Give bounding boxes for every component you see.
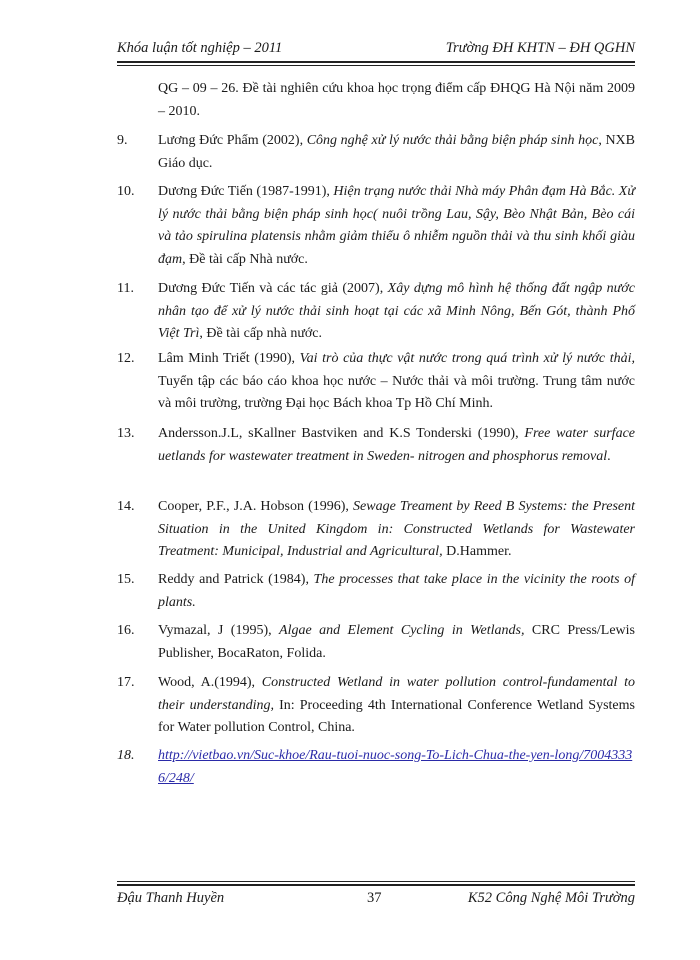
- reference-item-12: [117, 348, 635, 416]
- reference-number: 10.: [117, 184, 135, 199]
- reference-number: 17.: [117, 675, 135, 690]
- reference-title: The processes that take place in the vicinity the roots of plants.: [158, 572, 635, 610]
- reference-authors: Dương Đức Tiến và các tác giả (2007),: [158, 281, 388, 296]
- reference-item-11: [117, 278, 635, 346]
- reference-authors: Wood, A.(1994),: [158, 675, 262, 690]
- reference-publisher: Tuyển tập các báo cáo khoa học nước – Nước thải và môi trường. Trung tâm nước và môi trường, trường Đại học Bách khoa Tp Hồ Chí Minh.: [158, 373, 635, 411]
- page-number: 37: [367, 890, 382, 906]
- reference-publisher: , Đề tài cấp Nhà nước.: [182, 251, 308, 267]
- reference-authors: Andersson.J.L, sKallner Bastviken and K.S Tonderski (1990),: [158, 426, 525, 441]
- reference-authors: Reddy and Patrick (1984),: [158, 572, 314, 587]
- footer-class: K52 Công Nghệ Môi Trường: [467, 890, 635, 906]
- reference-authors: Lương Đức Phẩm (2002),: [158, 133, 307, 148]
- page-footer: [117, 890, 635, 910]
- reference-item-9: [117, 130, 635, 175]
- reference-title: Free water surface uetlands for wastewater treatment in Sweden- nitrogen and phosphorus removal: [158, 426, 636, 464]
- reference-item-13: [117, 423, 635, 468]
- reference-title: Algae and Element Cycling in Wetlands,: [279, 623, 525, 638]
- reference-number: 18.: [117, 748, 135, 763]
- reference-authors: Dương Đức Tiến (1987-1991),: [158, 184, 334, 199]
- reference-publisher: .: [607, 448, 611, 464]
- reference-publisher: , NXB Giáo dục.: [158, 133, 636, 171]
- reference-publisher: CRC Press/Lewis Publisher, BocaRaton, Folida.: [158, 623, 635, 661]
- header-thesis-title: Khóa luận tốt nghiệp – 2011: [117, 40, 283, 56]
- reference-title: Công nghệ xử lý nước thải bằng biện pháp sinh học: [306, 133, 599, 148]
- reference-item-18: [117, 745, 635, 790]
- footer-rule: [117, 881, 635, 886]
- reference-item-14: [117, 496, 635, 564]
- reference-title: Vai trò của thực vật nước trong quá trình xử lý nước thải,: [299, 351, 635, 366]
- reference-publisher: In: Proceeding 4th International Conference Wetland Systems for Water pollution Control, China.: [158, 697, 635, 735]
- reference-publisher: D.Hammer.: [442, 544, 512, 559]
- reference-link[interactable]: http://vietbao.vn/Suc-khoe/Rau-tuoi-nuoc-song-To-Lich-Chua-the-yen-long/70043336/248/: [158, 748, 633, 786]
- reference-number: 9.: [117, 133, 128, 148]
- reference-number: 16.: [117, 623, 135, 638]
- reference-item-15: [117, 569, 635, 614]
- reference-number: 15.: [117, 572, 135, 587]
- reference-text: QG – 09 – 26. Đề tài nghiên cứu khoa học trọng điểm cấp ĐHQG Hà Nội năm 2009 – 2010.: [158, 81, 635, 119]
- reference-item-16: [117, 620, 635, 665]
- page-header: [117, 40, 635, 60]
- reference-title: Sewage Treament by Reed B Systems: the Present Situation in the United Kingdom in: Constructed Wetlands for Wastewater Treatment: Municipal, Industrial and Agricultural,: [158, 499, 635, 559]
- reference-item-10: [117, 181, 635, 271]
- header-university: Trường ĐH KHTN – ĐH QGHN: [445, 40, 635, 56]
- reference-title: Hiện trạng nước thải Nhà máy Phân đạm Hà Bắc. Xử lý nước thải bằng biện pháp sinh học( nuôi trồng Lau, Sậy, Bèo Nhật Bản, Bèo cái và tảo spirulina platensis nhằm giảm thiểu ô nhiễm nguồn thải và thu sinh khối giàu đạm: [158, 184, 635, 267]
- reference-item-17: [117, 672, 635, 740]
- reference-number: 13.: [117, 426, 135, 441]
- footer-author: Đậu Thanh Huyền: [117, 890, 225, 906]
- reference-authors: Lâm Minh Triết (1990),: [158, 351, 300, 366]
- reference-authors: Vymazal, J (1995),: [158, 623, 280, 638]
- reference-title: Constructed Wetland in water pollution control-fundamental to their understanding,: [158, 675, 635, 713]
- reference-title: Xây dựng mô hình hệ thống đất ngập nước nhân tạo để xử lý nước thải sinh hoạt tại các xã Minh Nông, Bến Gót, thành Phố Việt Trì: [158, 281, 635, 341]
- reference-number: 11.: [117, 281, 134, 296]
- reference-number: 14.: [117, 499, 135, 514]
- reference-publisher: , Đề tài cấp nhà nước.: [199, 326, 323, 341]
- reference-number: 12.: [117, 351, 135, 366]
- header-rule: [117, 61, 635, 66]
- reference-item-continued: [117, 78, 635, 123]
- reference-authors: Cooper, P.F., J.A. Hobson (1996),: [158, 499, 354, 514]
